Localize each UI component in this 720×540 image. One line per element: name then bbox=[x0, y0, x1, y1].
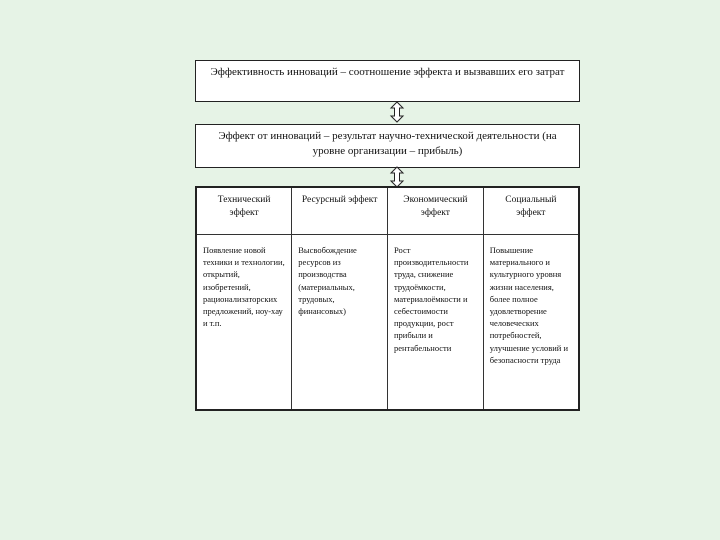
effect-description-resource: Высвобождение ресурсов из производства (материальных, трудовых, финансовых) bbox=[292, 235, 388, 411]
effect-description-economic: Рост производительности труда, снижение трудоёмкости, материалоёмкости и себестоимости продукции, рост прибыли и рентабельности bbox=[388, 235, 484, 411]
effect-header-social: Социальный эффект bbox=[483, 187, 579, 235]
effect-description-social: Повышение материального и культурного уровня жизни населения, более полное удовлетворение человеческих потребностей, улучшение условий и безопасности труда bbox=[483, 235, 579, 411]
definition-box-effect bbox=[195, 124, 580, 168]
definition-efficiency-text: Эффективность инноваций – соотношение эффекта и вызвавших его затрат bbox=[210, 66, 565, 78]
effect-description-technical: Появление новой техники и технологии, открытий, изобретений, рационализаторских предложений, ноу-хау и т.п. bbox=[203, 245, 285, 329]
effect-header-resource: Ресурсный эффект bbox=[292, 187, 388, 235]
effects-header-row bbox=[196, 187, 579, 235]
double-arrow-icon bbox=[389, 101, 405, 123]
double-arrow-icon bbox=[389, 166, 405, 188]
effects-table bbox=[195, 186, 580, 411]
effect-header-technical: Технический эффект bbox=[196, 187, 292, 235]
definition-box-efficiency bbox=[195, 60, 580, 102]
definition-effect-text: Эффект от инноваций – результат научно-технической деятельности (на уровне организации – прибыль) bbox=[218, 130, 557, 157]
effect-header-economic: Экономический эффект bbox=[388, 187, 484, 235]
effects-description-row bbox=[196, 235, 579, 411]
